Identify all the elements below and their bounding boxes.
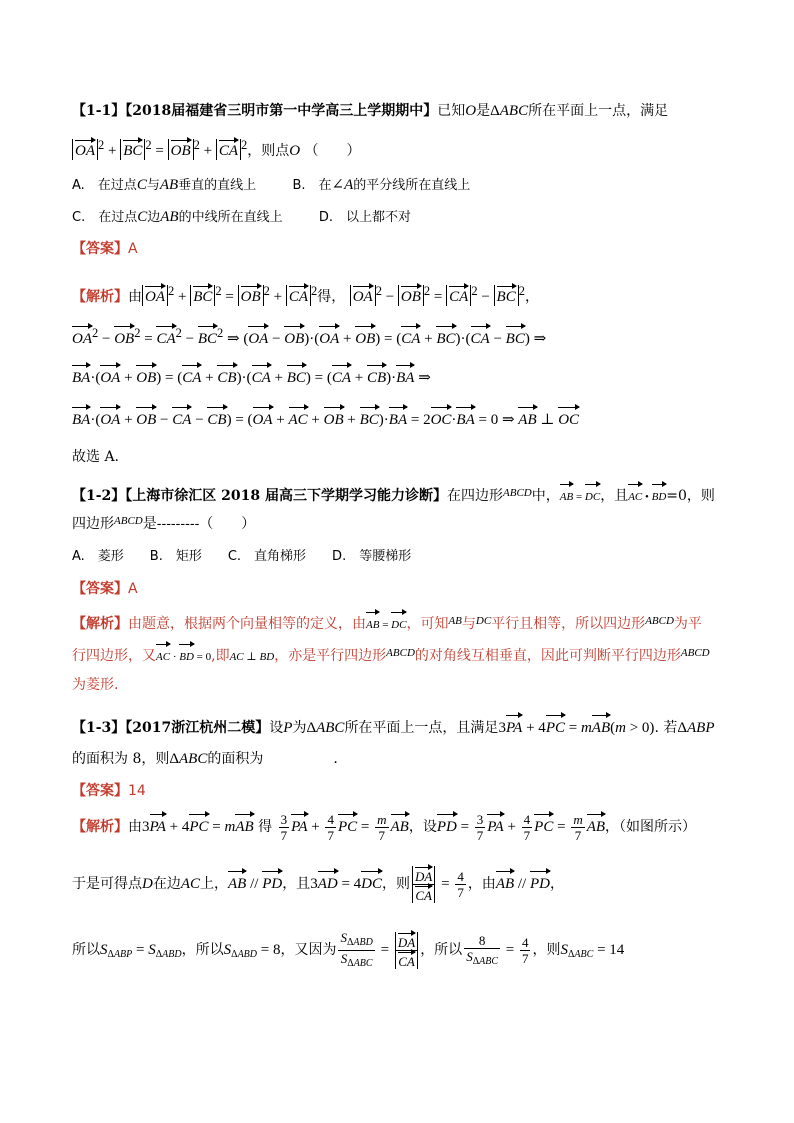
q3-answer-value: 14: [128, 783, 146, 799]
q1-derivation-line2: $OA^2 - OB^2 = CA^2 - BC^2$ ⇒ (OA − OB)·(OA + OB) = (CA + BC)·(CA − BC) ⇒: [72, 322, 722, 350]
q2-stem-text: 在四边形: [447, 488, 504, 504]
q1-option-a-text: 与: [146, 178, 160, 193]
q2-analysis-text: 为平: [673, 616, 702, 632]
q1-analysis-text: 得，: [317, 289, 346, 305]
q1-conclusion: 故选 A.: [72, 449, 120, 465]
q3-analysis-text: ，则: [532, 941, 561, 958]
q3-stem-line2: 的面积为 8，则ΔABC的面积为 .: [72, 751, 338, 767]
q1-options-row1: A. 在过点C与AB垂直的直线上 B. 在∠A的平分线所在直线上: [72, 177, 471, 193]
q3-analysis-text: ，: [549, 875, 564, 892]
q2-analysis-label: 【解析】: [72, 616, 128, 632]
q1-option-b: B. 在: [292, 178, 332, 193]
q2-source: 【上海市徐汇区 2018 届高三下学期学习能力诊断】: [125, 488, 448, 504]
q3-analysis-text: ，所以: [420, 941, 463, 958]
q2-answer-label: 【答案】: [72, 581, 128, 597]
q1-stem-line2: OA $^2$ + BC $^2$ = OB $^2$ + CA $^2$，则点O （ ）: [72, 134, 722, 162]
q3-analysis-text: 于是可得点: [72, 875, 142, 892]
q1-option-c-text: 的中线所在直线上: [178, 210, 283, 225]
q2-analysis-text: ，可知: [406, 616, 449, 632]
q2-tag: 【1-2】: [72, 488, 126, 504]
q3-answer: [72, 780, 722, 802]
q2-answer: [72, 578, 722, 600]
q3-stem-text: 为: [292, 720, 307, 736]
q3-analysis-line2: 于是可得点D在边AC上，AB // PD，且3AD = 4DC，则 $\frac{DA}{CA}$ = $\frac{4}{7}$ ，由AB // PD，: [72, 866, 722, 906]
q3-analysis-text: 所以: [72, 941, 100, 958]
q2-analysis-line3: 为菱形.: [72, 677, 119, 693]
q2-analysis-text: 平行且相等，所以四边形: [491, 616, 646, 632]
q1-answer: [72, 238, 722, 260]
q2-answer-value: A: [128, 581, 138, 597]
q3-analysis-text: 由: [128, 818, 142, 835]
q3-analysis-label: 【解析】: [72, 818, 128, 835]
q1-analysis-text: 由: [128, 289, 142, 305]
q3-stem-text: 的面积为 8，则: [72, 751, 170, 767]
q2-analysis-text: 由题意，根据两个向量相等的定义，由: [128, 616, 366, 632]
q1-blank: （ ）: [304, 143, 361, 159]
q1-stem-text: 是: [476, 103, 491, 119]
q3-analysis-text: ，又因为: [280, 941, 337, 958]
q1-option-a: A. 在过点: [72, 178, 137, 193]
q2-stem-text: 中，: [531, 488, 560, 504]
q2-stem-line2: 四边形$^{ABCD}$是---------（ ）: [72, 515, 256, 532]
q1-source: 【2018届福建省三明市第一中学高三上学期期中】: [125, 103, 438, 119]
q2-analysis-text: 与: [461, 616, 476, 632]
q3-stem-text: . 若: [654, 720, 678, 736]
q1-stem-text: ，则点: [247, 143, 290, 159]
q1-analysis-label: 【解析】: [72, 289, 128, 305]
q2-analysis-text: ,即: [211, 648, 230, 664]
q1-option-b-text: 的平分线所在直线上: [353, 178, 471, 193]
q3-stem-text: 所在平面上一点，且满足: [344, 720, 499, 736]
q3-analysis-line3: 所以$S_{\Delta ABP} = S_{\Delta ABD}$，所以$S_{\Delta ABD} = 8$，又因为 $\frac{S_{\Delta ABD}}{S_{\Delta ABC}}$ = $\frac{DA}{CA}$ ，所以 $\frac{8}{S_{\Delta ABC}}$ = $\frac{4}{7}$ ，则$S_{\Delta ABC} = 14$: [72, 930, 625, 969]
q1-option-d: D. 以上都不对: [318, 210, 412, 225]
q3-analysis-text: ，设: [408, 818, 437, 835]
q1-stem-text: 已知: [437, 103, 466, 119]
q3-analysis-text: ，（如图所示）: [605, 818, 697, 835]
q1-option-c: C. 在过点: [72, 210, 138, 225]
q2-stem-text: =0，则: [666, 488, 715, 504]
q3-analysis-text: 在边: [152, 875, 181, 892]
q3-analysis-line1: 【解析】由3PA + 4PC = mAB 得 $\frac{3}{7}$ PA + $\frac{4}{7}$ PC = $\frac{m}{7}$ AB，设PD = $\frac{3}{7}$ PA + $\frac{4}{7}$ PC = $\frac{m}{7}$ AB，（如图所示）: [72, 812, 697, 843]
q3-analysis-text: ，且: [282, 875, 311, 892]
q2-analysis-text: 的对角线互相垂直，因此可判断平行四边形: [414, 648, 681, 664]
q3-analysis-text: ，则: [382, 875, 410, 892]
q3-stem-text: 的面积为: [207, 751, 264, 767]
q3-answer-label: 【答案】: [72, 783, 128, 799]
q2-analysis-text: 行四边形，又: [72, 648, 156, 664]
q2-options: A. 菱形 B. 矩形 C. 直角梯形 D. 等腰梯形: [72, 549, 412, 564]
q3-analysis-text: 得: [258, 818, 273, 835]
q3-stem-line1: 【1-3】【2017浙江杭州二模】设P为ΔABC所在平面上一点，且满足3PA + 4PC = mAB(m > 0). 若ΔABP: [72, 714, 722, 739]
q1-stem-text: 所在平面上一点，满足: [528, 103, 669, 119]
q1-answer-label: 【答案】: [72, 241, 128, 257]
q3-analysis-text: ，由: [467, 875, 496, 892]
q2-stem-text: 四边形: [72, 516, 114, 532]
q3-analysis-text: 上，: [200, 875, 229, 892]
q1-option-c-text: 边: [147, 210, 161, 225]
q1-options-row2: C. 在过点C边AB的中线所在直线上 D. 以上都不对: [72, 209, 412, 225]
q1-answer-value: A: [128, 241, 138, 257]
q1-tag: 【1-1】: [72, 103, 126, 119]
q2-stem-text: 是---------（ ）: [142, 516, 256, 532]
q1-analysis-line1: 【解析】由 OA $^2$ + BC $^2$ = OB $^2$ + CA $^2$得， OA $^2$ − OB $^2$ = CA $^2$ − BC $^2$，: [72, 284, 539, 305]
q3-tag: 【1-3】: [72, 720, 126, 736]
q3-stem-text: .: [333, 751, 338, 767]
q2-stem-line1: 【1-2】【上海市徐汇区 2018 届高三下学期学习能力诊断】在四边形$^{ABCD}$中，AB = DC，且AC • BD=0，则: [72, 482, 722, 508]
q1-derivation-line4: BA·(OA + OB − CA − CB) = (OA + AC + OB + BC)·BA = 2OC·BA = 0 ⇒ AB ⊥ OC: [72, 406, 722, 431]
q2-analysis-text: ，亦是平行四边形: [274, 648, 387, 664]
q1-option-a-text: 垂直的直线上: [178, 178, 257, 193]
q2-stem-text: ，且: [600, 488, 629, 504]
q1-derivation-line3: BA·(OA + OB) = (CA + CB)·(CA + BC) = (CA + CB)·BA ⇒: [72, 364, 722, 389]
q1-stem-line1: 【1-1】【2018届福建省三明市第一中学高三上学期期中】已知O是ΔABC所在平面上一点，满足: [72, 103, 669, 119]
q3-analysis-text: ，所以: [181, 941, 224, 958]
q3-source: 【2017浙江杭州二模】: [125, 720, 270, 736]
q3-stem-text: 设: [269, 720, 284, 736]
q2-analysis-line1: 【解析】由题意，根据两个向量相等的定义，由AB = DC，可知$^{AB}$与$^{DC}$平行且相等，所以四边形$^{ABCD}$为平: [72, 610, 722, 636]
q2-analysis-line2: 行四边形，又AC · BD = 0,即AC ⊥ BD，亦是平行四边形$^{ABCD}$的对角线互相垂直，因此可判断平行四边形$^{ABCD}$: [72, 642, 722, 668]
